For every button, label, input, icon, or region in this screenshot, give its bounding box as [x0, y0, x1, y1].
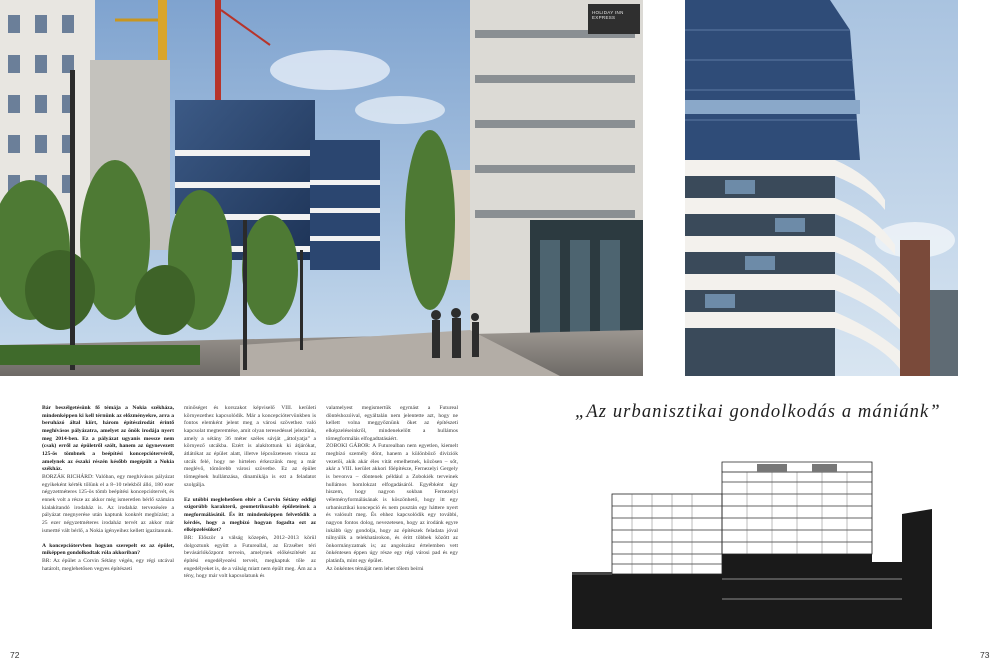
paragraph: Az önkéntes témáját nem lehet tőlem beírni	[326, 565, 424, 572]
paragraph: ZOBOKI GÁBOR: A Futurealban nem egyetlen, kiemelt megbízó személy dönt, hanem a különböző divíziók vezetői, akik akár éles vitát emelhetnek, közösen – sőt, akár a VIII. kerület akkori főépítésze, Fernezelyi Gergely is bevonva – döntenek például a Zobokiék terveinek hullámos homlokzat elfogadásáról. Egyébként úgy hiszem, hogy nagyon sokban Fernezelyi véleményformálásának is köszönhető, hogy itt egy urbanisztikai koncepció és nem pusztán egy háttere nyert és valósult meg. És ehhez kapcsolódik egy további, nagyon fontos dolog, nevezetesen, hogy az irodánk egyre inkább úgy gondolja, hogy az építészek feladata jóval túlnyúlik a telekhatárokon, és éritt többek között az önkormányzatnak is; az angolszász értelemben vett önkéntesen éppen úgy része egy régi városi pad és egy platánfa, mint egy épület.	[326, 443, 458, 565]
paragraph: valamelyest megismertük egymást a Futureal döntéshozóival, egyáltalán nem jelentette azt, hogy ne kellett volna meggyőznünk őket az építészeti elképzeléseinkről, mindenekelőtt a hullámos tömegformálás elfogadtatásáért.	[326, 405, 458, 442]
section-drawing	[572, 454, 932, 629]
paragraph: BORZÁK RICHÁRD: Valóban, egy meghívásos pályázat egyikeként kérték tőlünk el a 8–10 telekből álló, 180 ezer négyzetméteres 125-ös tömb beépítési koncepciótervét, és ennek volt a része az akkor még ismeretlen bérlő számára kialakítandó irodaház is. Az irodaház tervezésére a pályázat megnyerése után kaptunk konkrét megbízást; a 25 ezer négyzetméteres irodaház tervét az akkor már ismertté vált bérlő, a Nokia igényeihez kellett igazítanunk.	[42, 473, 174, 534]
page-number-right: 73	[980, 650, 990, 660]
paragraph: A koncepciótervben hogyan szerepelt ez az épület, miképpen gondolkodtak róla akkoriban?	[42, 542, 174, 557]
text-column-1	[42, 405, 174, 633]
paragraph: BR: Az épület a Corvin Sétány végén, egy régi utcával határolt, meglehetősen vegyes építészeti	[42, 558, 174, 572]
hotel-sign: HOLIDAY INN EXPRESS	[592, 10, 624, 20]
paragraph: BR: Először a válság közepén, 2012–2013 körül dolgoztunk együtt a Futureallal, az Erzsébet téri bevásárlóközpont tervein, amelynek előkészítését az építési engedélyezési terveit, megkaptuk tőle az engedélyeket is, de a válság miatt nem épült meg. Ám az a tény, hogy már volt kapcsolatunk és	[184, 535, 316, 580]
paragraph: Ez utóbbi meglehetősen eltér a Corvin Sétány eddigi szigorúbb karakterű, geometrikusabb épületeinek a megformálásától. És itt mindenképpen felvetődik a kérdés, hogy a megbízó hogyan fogadta ezt az elképzelésüket?	[184, 496, 316, 534]
paragraph: minőséget és korszakot képviselő VIII. kerületi környezethez kapcsolódik. Már a koncepciótervünkben is fontos elemként jelent meg a városi szövethez való kapcsolat megteremtése, amit olyan teresedéssel jeleztünk, amely a sétány 36 méter széles sávját „áttolyatja” a környező utcákba. Ezért is alakítottunk ki átjárókat, átlátókat az épület alatt, illetve lépcsőzetesen vissza az utcák felé, hogy ne hirtelen érkezzünk meg a már meglévő, tömörebb városi szövetbe. Ez az épület tömegének hullámzása, dinamikája is ezt a feladatot szolgálja.	[184, 405, 316, 488]
facade-photo	[685, 0, 958, 376]
page-number-left: 72	[10, 650, 20, 660]
paragraph: Bár beszélgetésünk fő témája a Nokia székháza, mindenképpen ki kell térnünk az előzményekre, arra a beruházó által kiírt, három építészirodát érintő meghívásos pályázatra, amelyet az önök irodája nyert meg 2014-ben. Ez a pályázat ugyanis messze nem (csak) erről az épületről szólt, hanem az úgynevezett 125-ös tömbnek a beépítési koncepciótervéről, amelynek az északi részén később megépült a Nokia székház.	[42, 405, 174, 473]
text-column-2	[184, 405, 316, 633]
pull-quote: „Az urbanisztikai gondolkodás a mániánk”	[575, 402, 941, 422]
text-column-3	[326, 405, 458, 633]
street-photo	[0, 0, 643, 376]
